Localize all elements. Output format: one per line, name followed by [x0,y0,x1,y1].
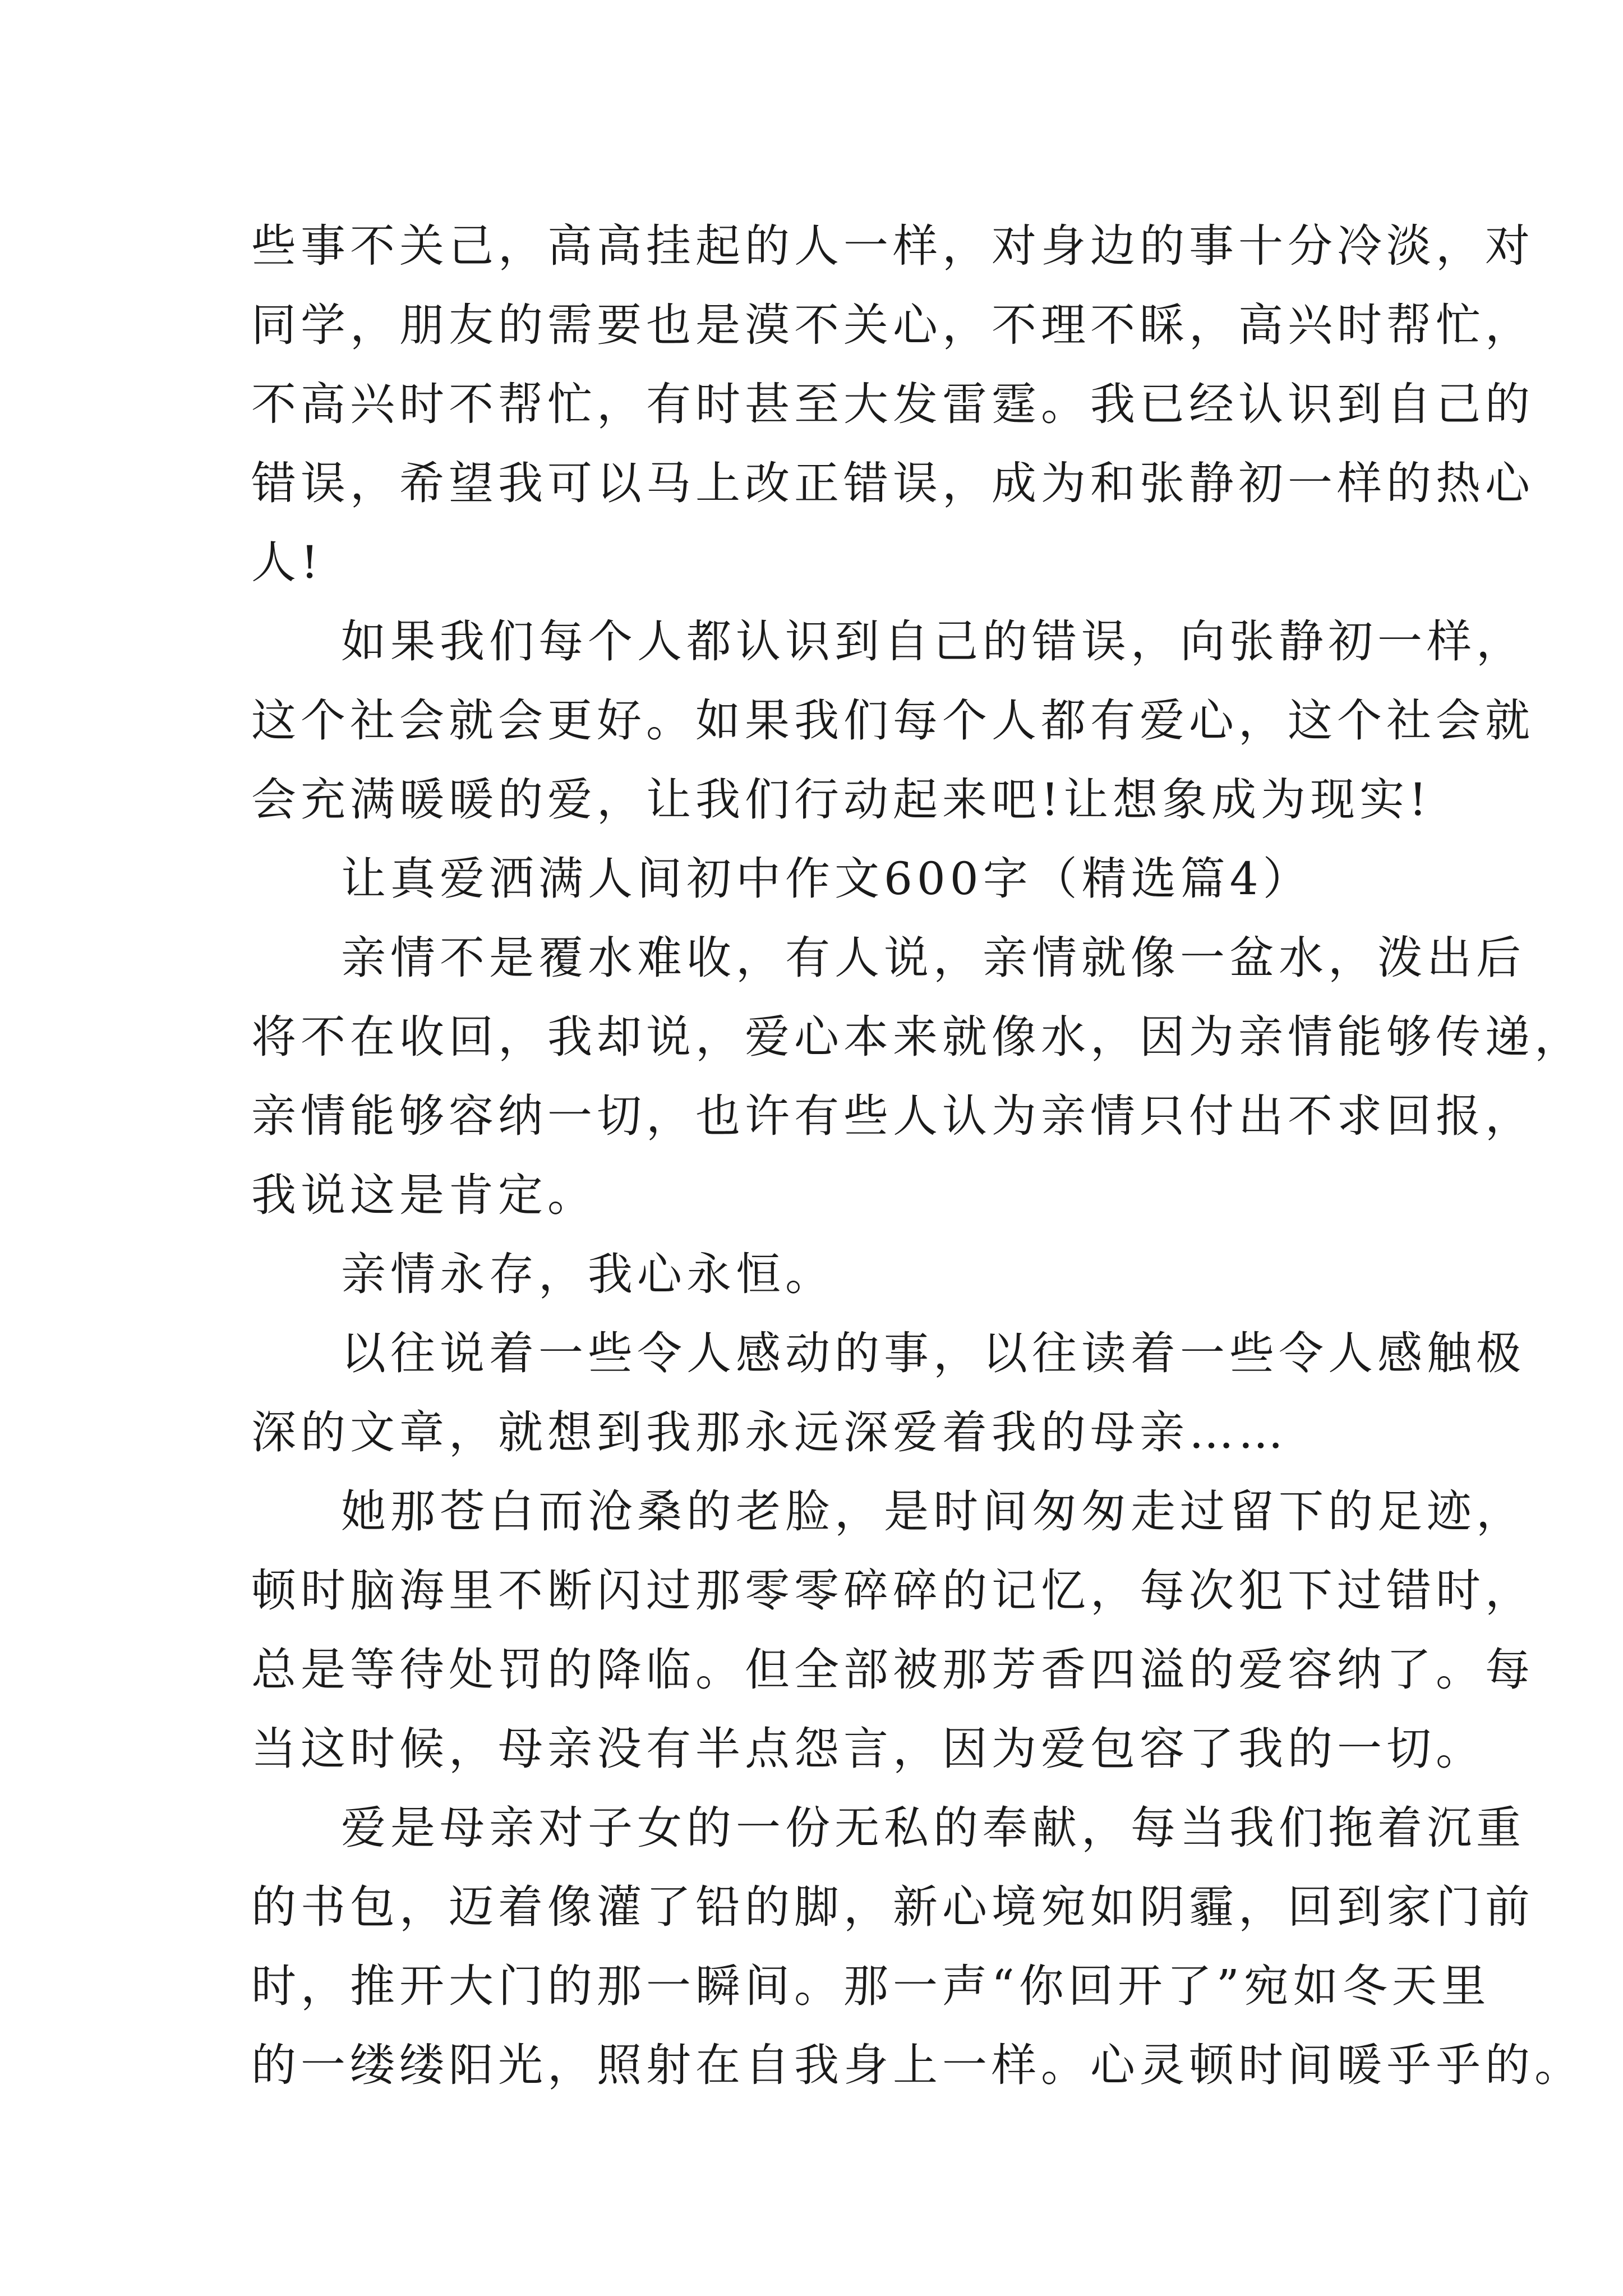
text-line: 会充满暖暖的爱，让我们行动起来吧!让想象成为现实! [251,774,1432,826]
text-line: 的一缕缕阳光，照射在自我身上一样。心灵顿时间暖乎乎的。 [251,2039,1584,2091]
text-line: 当这时候，母亲没有半点怨言，因为爱包容了我的一切。 [251,1723,1485,1775]
text-line: 错误，希望我可以马上改正错误，成为和张静初一样的热心 [251,457,1534,509]
body-text [251,206,1584,2105]
text-line: 些事不关己，高高挂起的人一样，对身边的事十分冷淡，对 [251,220,1534,272]
text-line: 不高兴时不帮忙，有时甚至大发雷霆。我已经认识到自己的 [251,378,1534,430]
text-line: 人! [251,536,324,588]
text-line: 我说这是肯定。 [251,1169,597,1221]
paragraph-start-line: 她那苍白而沧桑的老脸，是时间匆匆走过留下的足迹， [341,1485,1525,1538]
text-line: 的书包，迈着像灌了铅的脚，新心境宛如阴霾，回到家门前 [251,1881,1534,1933]
section-heading: 让真爱洒满人间初中作文600字（精选篇4） [341,853,1312,905]
paragraph-start-line: 亲情不是覆水难收，有人说，亲情就像一盆水，泼出后 [341,932,1525,984]
paragraph-start-line: 以往说着一些令人感动的事，以往读着一些令人感触极 [341,1327,1525,1379]
text-line: 这个社会就会更好。如果我们每个人都有爱心，这个社会就 [251,694,1534,747]
text-line: 顿时脑海里不断闪过那零零碎碎的记忆，每次犯下过错时， [251,1565,1534,1617]
text-line: 深的文章，就想到我那永远深爱着我的母亲…… [251,1406,1288,1458]
paragraph-start-line: 亲情永存，我心永恒。 [341,1248,834,1300]
text-line: 将不在收回，我却说，爱心本来就像水，因为亲情能够传递， [251,1011,1584,1063]
text-line: 总是等待处罚的降临。但全部被那芳香四溢的爱容纳了。每 [251,1644,1534,1696]
paragraph-start-line: 如果我们每个人都认识到自己的错误，向张静初一样， [341,615,1525,668]
text-line: 亲情能够容纳一切，也许有些人认为亲情只付出不求回报， [251,1090,1534,1142]
text-line: 同学，朋友的需要也是漠不关心，不理不睬，高兴时帮忙， [251,299,1534,351]
paragraph-start-line: 爱是母亲对子女的一份无私的奉献，每当我们拖着沉重 [341,1802,1525,1854]
text-line: 时，推开大门的那一瞬间。那一声“你回开了”宛如冬天里 [251,1960,1491,2012]
